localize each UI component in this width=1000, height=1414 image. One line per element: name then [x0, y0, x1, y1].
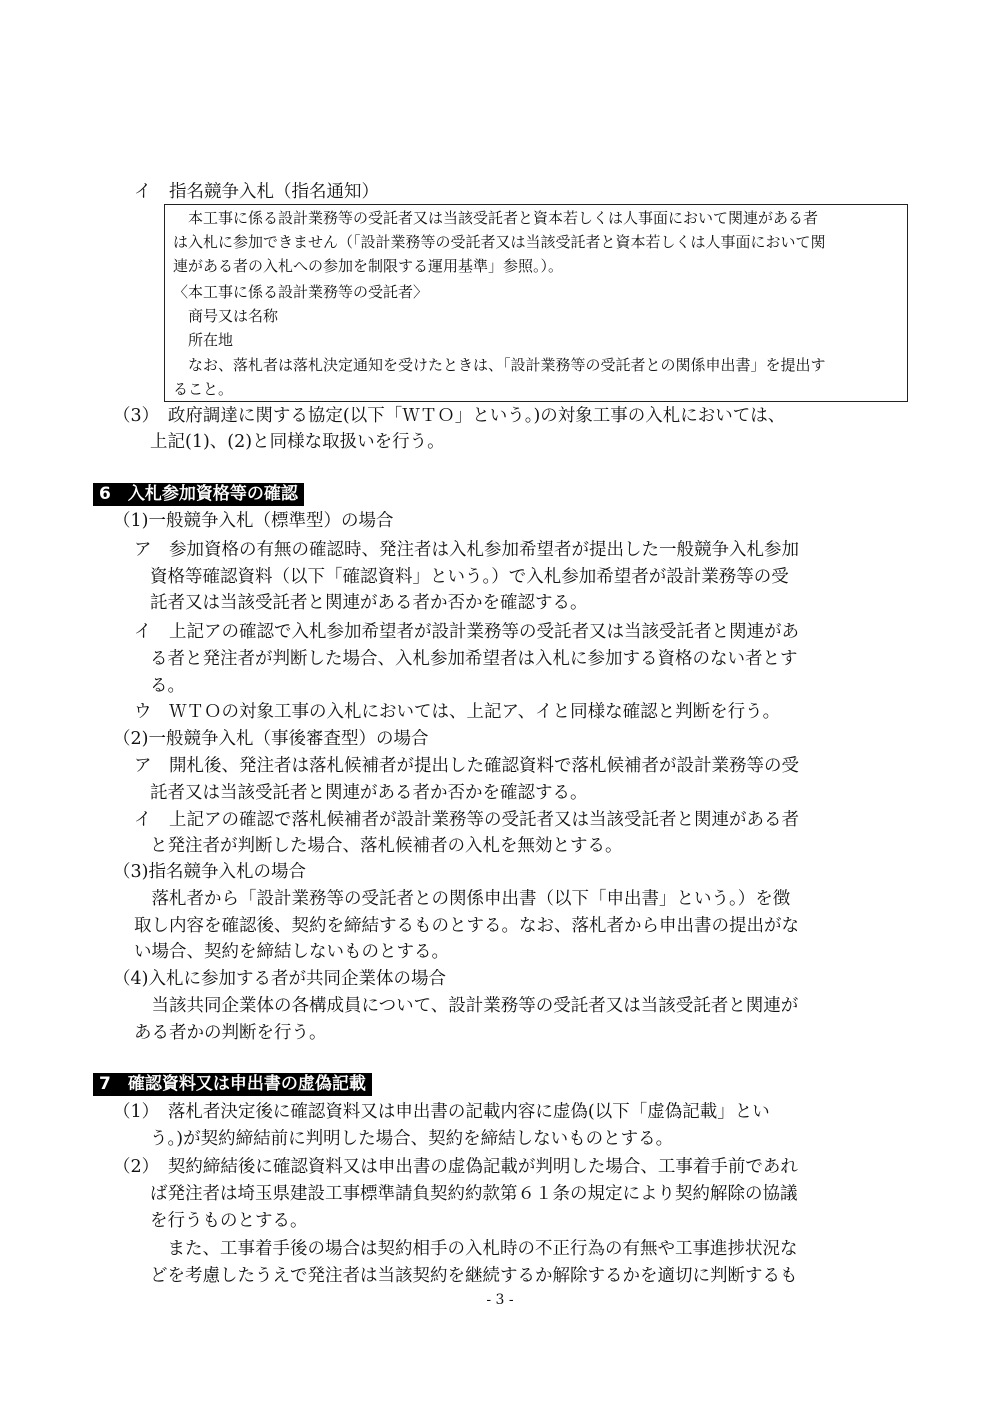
section-6-line: る。 [150, 676, 185, 696]
item-3-line: 上記(1)、(2)と同様な取扱いを行う。 [150, 432, 445, 452]
section-i-title: イ 指名競争入札（指名通知） [134, 182, 379, 202]
section-6-line: 資格等確認資料（以下「確認資料」という。）で入札参加希望者が設計業務等の受 [150, 567, 789, 587]
section-6-line: イ 上記アの確認で入札参加希望者が設計業務等の受託者又は当該受託者と関連があ [134, 622, 799, 642]
box-line: 所在地 [173, 331, 234, 349]
section-6-line: 落札者から「設計業務等の受託者との関係申出書（以下「申出書」という。）を徴 [134, 889, 791, 909]
box-line: 連がある者の入札への参加を制限する運用基準」参照。）。 [173, 257, 564, 275]
section-6-line: （2)一般競争入札（事後審査型）の場合 [113, 729, 429, 749]
section-6-line: い場合、契約を締結しないものとする。 [134, 942, 449, 962]
section-7-line: ば発注者は埼玉県建設工事標準請負契約約款第６１条の規定により契約解除の協議 [150, 1184, 798, 1204]
section-6-line: る者と発注者が判断した場合、入札参加希望者は入札に参加する資格のない者とす [150, 649, 798, 669]
item-3-line: （3） 政府調達に関する協定(以下「ＷＴＯ」という。)の対象工事の入札においては、 [113, 406, 786, 426]
section-6-line: 取し内容を確認後、契約を締結するものとする。なお、落札者から申出書の提出がな [134, 916, 799, 936]
section-6-line: と発注者が判断した場合、落札候補者の入札を無効とする。 [150, 836, 623, 856]
section-7-line: また、工事着手後の場合は契約相手の入札時の不正行為の有無や工事進捗状況な [150, 1239, 798, 1259]
box-line: は入札に参加できません（「設計業務等の受託者又は当該受託者と資本若しくは人事面において関 [173, 233, 826, 251]
section-7-line: どを考慮したうえで発注者は当該契約を継続するか解除するかを適切に判断するも [150, 1266, 798, 1286]
section-6-heading: 6 入札参加資格等の確認 [93, 483, 304, 506]
box-line: 〈本工事に係る設計業務等の受託者〉 [173, 283, 429, 301]
section-6-line: ア 開札後、発注者は落札候補者が提出した確認資料で落札候補者が設計業務等の受 [134, 756, 799, 776]
page-number: - 3 - [486, 1292, 514, 1308]
section-7-line: （1） 落札者決定後に確認資料又は申出書の記載内容に虚偽(以下「虚偽記載」とい [113, 1102, 770, 1122]
section-6-line: （1)一般競争入札（標準型）の場合 [113, 511, 394, 531]
box-line: 商号又は名称 [173, 307, 279, 325]
section-6-line: 当該共同企業体の各構成員について、設計業務等の受託者又は当該受託者と関連が [134, 996, 799, 1016]
box-line: ること。 [173, 380, 234, 398]
box-line: なお、落札者は落札決定通知を受けたときは、「設計業務等の受託者との関係申出書」を提出す [173, 356, 826, 374]
box-line: 本工事に係る設計業務等の受託者又は当該受託者と資本若しくは人事面において関連がある者 [173, 209, 819, 227]
section-6-line: イ 上記アの確認で落札候補者が設計業務等の受託者又は当該受託者と関連がある者 [134, 810, 799, 830]
section-7-line: を行うものとする。 [150, 1211, 308, 1231]
section-6-line: ある者かの判断を行う。 [134, 1023, 327, 1043]
section-7-heading: 7 確認資料又は申出書の虚偽記載 [93, 1073, 372, 1096]
section-6-line: （4)入札に参加する者が共同企業体の場合 [113, 969, 446, 989]
section-7-line: う。)が契約締結前に判明した場合、契約を締結しないものとする。 [150, 1129, 674, 1149]
section-6-line: （3)指名競争入札の場合 [113, 862, 306, 882]
section-6-line: ア 参加資格の有無の確認時、発注者は入札参加希望者が提出した一般競争入札参加 [134, 540, 799, 560]
section-6-line: 託者又は当該受託者と関連がある者か否かを確認する。 [150, 783, 588, 803]
section-6-line: 託者又は当該受託者と関連がある者か否かを確認する。 [150, 593, 588, 613]
notice-box [164, 204, 908, 402]
section-7-line: （2） 契約締結後に確認資料又は申出書の虚偽記載が判明した場合、工事着手前であれ [113, 1157, 798, 1177]
section-6-line: ウ ＷＴＯの対象工事の入札においては、上記ア、イと同様な確認と判断を行う。 [134, 702, 781, 722]
